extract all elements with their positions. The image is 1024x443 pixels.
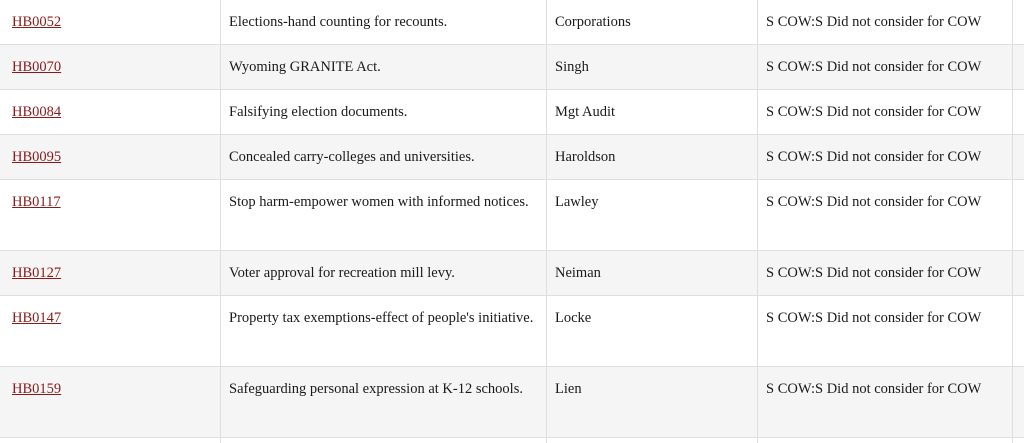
bill-status-cell: S COW:S Did not consider for COW	[758, 367, 1013, 438]
bill-number-cell	[0, 0, 221, 45]
bill-status-cell: S COW:S Did not consider for COW	[758, 0, 1013, 45]
bill-title-cell: Voter approval for recreation mill levy.	[221, 251, 547, 296]
empty-cell	[1013, 0, 1024, 45]
bill-link[interactable]: HB0147	[12, 310, 62, 326]
table-row	[0, 0, 1024, 45]
bill-title-cell: Concealed carry-colleges and universities.	[221, 135, 547, 180]
bill-status-cell: S COW:S Did not consider for COW	[758, 180, 1013, 251]
bill-number-cell	[0, 45, 221, 90]
bill-number-cell	[0, 180, 221, 251]
bill-link[interactable]: HB0095	[12, 149, 62, 165]
bill-title-cell: Stop harm-empower women with informed notices.	[221, 180, 547, 251]
bill-sponsor-cell: Singh	[547, 45, 758, 90]
table-row	[0, 45, 1024, 90]
bill-sponsor-cell: Lien	[547, 367, 758, 438]
bill-status-cell: S COW:S Did not consider for COW	[758, 45, 1013, 90]
bill-sponsor-cell: Neiman	[547, 251, 758, 296]
bill-number-cell	[0, 296, 221, 367]
bill-link[interactable]: HB0052	[12, 14, 62, 30]
empty-cell	[1013, 45, 1024, 90]
empty-cell	[1013, 180, 1024, 251]
bill-sponsor-cell: Lawley	[547, 180, 758, 251]
bill-title-cell: Elections-hand counting for recounts.	[221, 0, 547, 45]
empty-cell	[1013, 438, 1024, 443]
bill-number-cell	[0, 135, 221, 180]
bill-title-cell: Wyoming GRANITE Act.	[221, 45, 547, 90]
table-row	[0, 135, 1024, 180]
bill-link[interactable]: HB0159	[12, 381, 62, 397]
bill-number-cell	[0, 367, 221, 438]
empty-cell	[1013, 135, 1024, 180]
bill-title-cell: Falsifying election documents.	[221, 90, 547, 135]
bill-status-cell: S COW:S Did not consider for COW	[758, 90, 1013, 135]
bill-sponsor-cell: Mgt Audit	[547, 90, 758, 135]
table-row	[0, 296, 1024, 367]
bill-status-cell: S COW:S Did not consider for COW	[758, 296, 1013, 367]
empty-cell	[1013, 296, 1024, 367]
empty-cell	[1013, 90, 1024, 135]
bill-title-cell: Safeguarding personal expression at K-12 schools.	[221, 367, 547, 438]
bill-sponsor-cell: Haroldson	[547, 135, 758, 180]
bill-link[interactable]: HB0117	[12, 194, 61, 210]
table-row-partial	[0, 438, 1024, 443]
bill-link[interactable]: HB0070	[12, 59, 62, 75]
bill-status-cell	[758, 438, 1013, 443]
bill-title-cell: Property tax exemptions-effect of people's initiative.	[221, 296, 547, 367]
empty-cell	[1013, 367, 1024, 438]
bill-status-cell: S COW:S Did not consider for COW	[758, 251, 1013, 296]
bill-number-cell	[0, 251, 221, 296]
bill-link[interactable]: HB0084	[12, 104, 62, 120]
table-row	[0, 251, 1024, 296]
empty-cell	[1013, 251, 1024, 296]
table-row	[0, 180, 1024, 251]
table-row	[0, 90, 1024, 135]
bill-link[interactable]: HB0127	[12, 265, 62, 281]
bill-status-cell: S COW:S Did not consider for COW	[758, 135, 1013, 180]
bill-number-cell	[0, 90, 221, 135]
bill-title-cell	[221, 438, 547, 443]
table-row	[0, 367, 1024, 438]
bill-sponsor-cell: Locke	[547, 296, 758, 367]
bill-sponsor-cell: Corporations	[547, 0, 758, 45]
bill-number-cell	[0, 438, 221, 443]
bill-sponsor-cell	[547, 438, 758, 443]
